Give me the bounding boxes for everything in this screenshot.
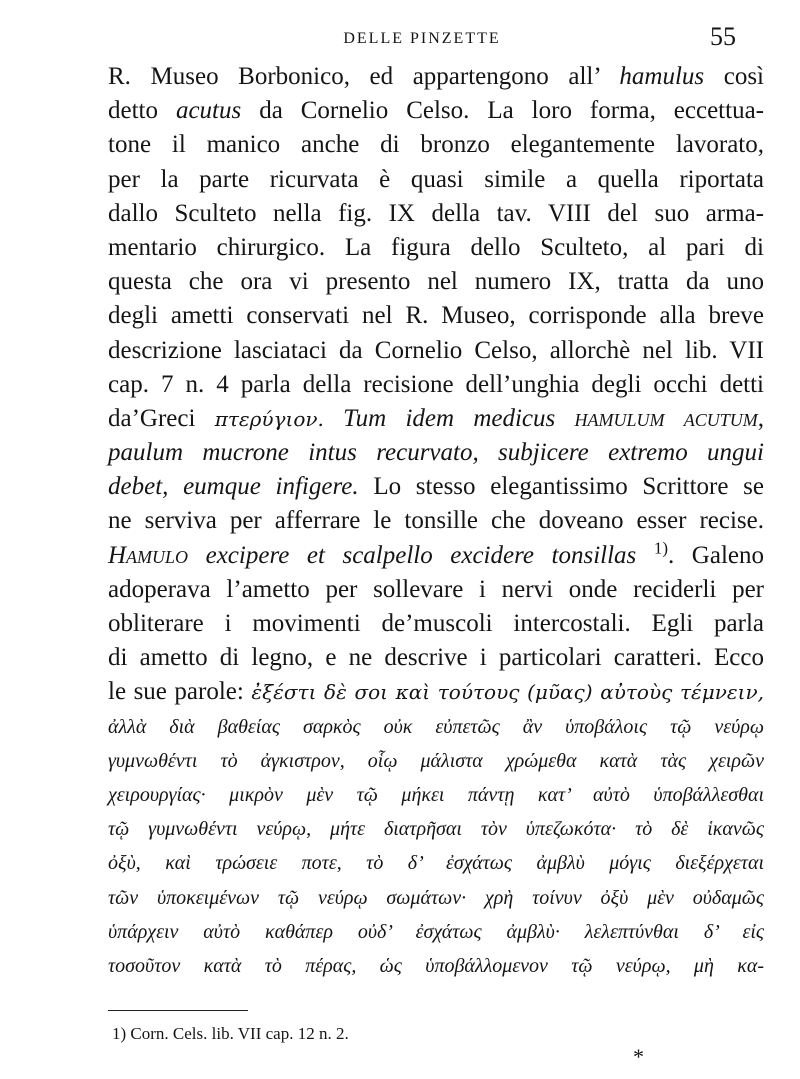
text-span: da’Greci — [108, 404, 215, 432]
text-line: descrizione lasciataci da Cornelio Celso, allorchè nel lib. VII — [108, 336, 764, 364]
text-line — [108, 402, 764, 436]
text-line: tone il manico anche di bronzo elegantemente lavorato, — [108, 131, 764, 159]
signature-mark: * — [633, 1044, 644, 1069]
text-span: detto — [108, 97, 176, 125]
greek-line: γυμνωθέντι τὸ ἀγκιστρον, οἷῳ μάλιστα χρώμεθα κατὰ τὰς χειρῶν — [108, 749, 764, 772]
latin-quote: hamulum acutum, — [574, 404, 764, 432]
latin-quote: Tum idem medicus — [323, 404, 575, 432]
text-line: dallo Sculteto nella fig. IX della tav. VIII del suo arma- — [108, 199, 764, 227]
footnote: 1) Corn. Cels. lib. VII cap. 12 n. 2. — [112, 1024, 349, 1043]
text-line: per la parte ricurvata è quasi simile a quella riportata — [108, 165, 764, 193]
text-span: così — [704, 63, 764, 90]
latin-quote: excipere et scalpello excidere tonsillas — [188, 541, 637, 569]
text-span: da Cornelio Celso. La loro forma, eccettua- — [241, 97, 764, 125]
text-line: di ametto di legno, e ne descrive i particolari caratteri. Ecco — [108, 644, 764, 672]
text-line — [108, 60, 764, 94]
running-head: DELLE PINZETTE — [343, 30, 501, 47]
text-line: questa che ora vi presento nel numero IX, tratta da uno — [108, 268, 764, 296]
greek-quote: ἐξέστι δὲ σοι καὶ τούτους (μῦας) αὐτοὺς τέμνειν, — [251, 680, 765, 705]
greek-line: χειρουργίας· μικρὸν μὲν τῷ μήκει πάντῃ κατ’ αὐτὸ ὑποβάλλεσθαι — [108, 783, 764, 806]
text-span: Lo stesso elegantissimo Scrittore se — [358, 473, 765, 501]
text-span: R. Museo Borbonico, ed appartengono all’ — [108, 63, 620, 90]
text-line: degli ametti conservati nel R. Museo, corrisponde alla breve — [108, 302, 764, 330]
latin-quote: Hamulo — [108, 541, 189, 569]
text-line: ne serviva per afferrare le tonsille che doveano esser recise. — [108, 507, 764, 535]
page-header — [108, 24, 736, 54]
greek-line: τῷ γυμνωθέντι νεύρῳ, μήτε διατρῆσαι τὸν ὑπεζωκότα· τὸ δὲ ἱκανῶς — [108, 818, 764, 841]
greek-line: ἀλλὰ διὰ βαθείας σαρκὸς οὐκ εὐπετῶς ἂν ὑποβάλοις τῷ νεύρῳ — [108, 715, 764, 738]
text-line: adoperava l’ametto per sollevare i nervi onde reciderli per — [108, 575, 764, 603]
greek-line: τῶν ὑποκειμένων τῷ νεύρῳ σωμάτων· χρὴ τοίνυν ὀξὺ μὲν οὐδαμῶς — [108, 886, 764, 909]
body-text — [108, 60, 764, 983]
text-line — [108, 675, 764, 709]
text-line: mentario chirurgico. La figura dello Sculteto, al pari di — [108, 233, 764, 261]
text-span: . Galeno — [668, 541, 765, 569]
text-line: cap. 7 n. 4 parla della recisione dell’unghia degli occhi detti — [108, 370, 764, 398]
text-line: paulum mucrone intus recurvato, subjicere extremo ungui — [108, 439, 764, 467]
greek-line: ὀξὺ, καὶ τρώσειε ποτε, τὸ δ’ ἐσχάτως ἀμβλὺ μόγις διεξέρχεται — [108, 852, 764, 875]
text-line — [108, 94, 764, 128]
latin-quote: debet, eumque infigere. — [108, 473, 359, 501]
greek-line: ὑπάρχειν αὐτὸ καθάπερ οὐδ’ ἐσχάτως ἀμβλὺ· λελεπτύνθαι δ’ εἰς — [108, 920, 764, 943]
text-line: obliterare i movimenti de’muscoli intercostali. Egli parla — [108, 610, 764, 637]
text-line — [108, 539, 764, 573]
latin-term: hamulus — [619, 63, 705, 90]
text-line — [108, 470, 764, 504]
greek-term: πτερύγιον. — [214, 406, 324, 431]
page-number: 55 — [710, 22, 736, 51]
greek-line: τοσοῦτον κατὰ τὸ πέρας, ὡς ὑποβάλλομενον τῷ νεύρῳ, μὴ κα- — [108, 954, 764, 977]
latin-term: acutus — [175, 97, 242, 125]
footnote-rule — [108, 1010, 248, 1011]
footnote-marker: 1) — [653, 538, 669, 558]
text-span: le sue parole: — [108, 678, 252, 706]
